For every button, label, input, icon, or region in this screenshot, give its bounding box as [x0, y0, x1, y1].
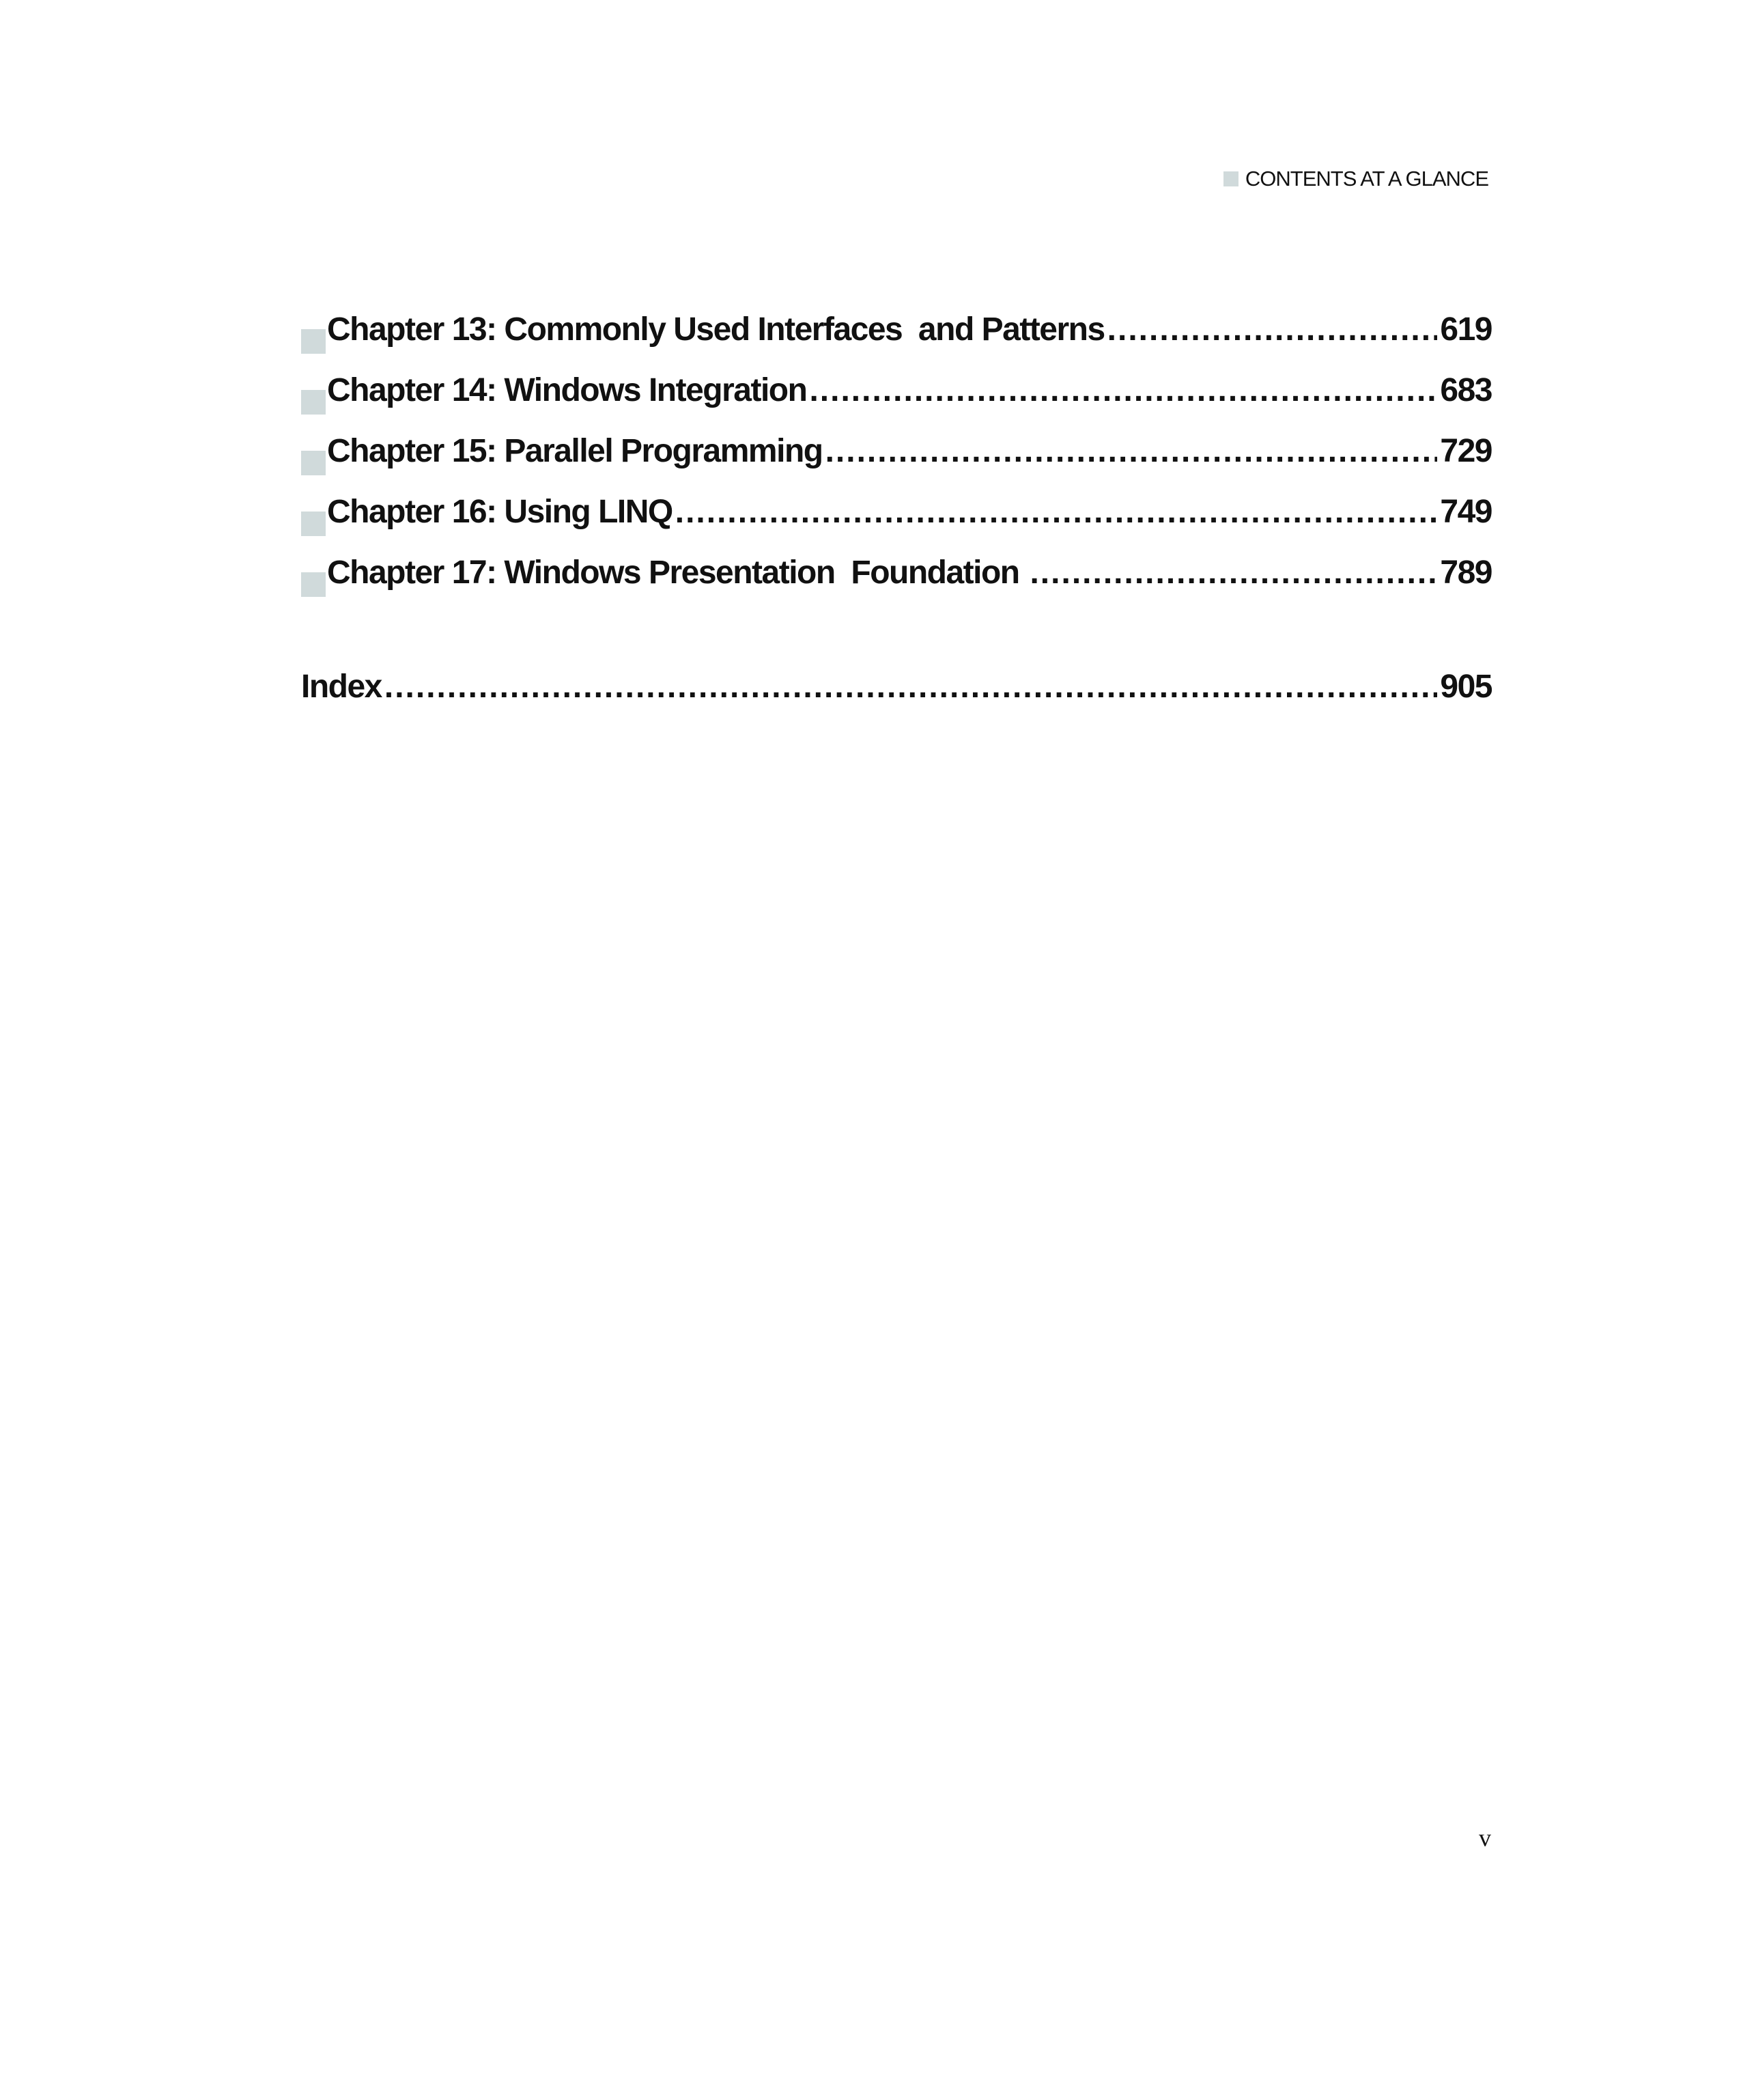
- running-head-text: CONTENTS AT A GLANCE: [1245, 167, 1488, 191]
- toc-entry-title: Index: [301, 669, 382, 705]
- square-bullet-icon: [301, 329, 326, 354]
- square-bullet-icon: [301, 572, 326, 597]
- dot-leader: [384, 668, 1438, 705]
- toc-entry-chapter-14[interactable]: [301, 372, 1492, 432]
- dot-leader: [825, 432, 1438, 470]
- toc-entry-page: 749: [1440, 494, 1492, 530]
- dot-leader: [1107, 311, 1438, 348]
- page-number: v: [1479, 1824, 1491, 1851]
- toc-entry-title: Chapter 14: Windows Integration: [327, 372, 807, 408]
- toc-entry-chapter-17[interactable]: [301, 554, 1492, 615]
- toc-entry-page: 789: [1440, 555, 1492, 591]
- square-bullet-icon: [301, 390, 326, 415]
- toc-entry-page: 729: [1440, 433, 1492, 469]
- toc-entry-page: 683: [1440, 372, 1492, 408]
- square-bullet-icon: [301, 451, 326, 475]
- toc-entry-page: 905: [1440, 669, 1492, 705]
- toc-entry-chapter-16[interactable]: [301, 493, 1492, 554]
- running-head: [1245, 167, 1488, 191]
- table-of-contents: [301, 311, 1492, 729]
- toc-entry-chapter-15[interactable]: [301, 432, 1492, 493]
- square-bullet-icon: [301, 512, 326, 536]
- dot-leader: [1030, 554, 1437, 591]
- running-head-marker-icon: [1223, 171, 1238, 186]
- dot-leader: [809, 372, 1437, 409]
- toc-entry-title: Chapter 16: Using LINQ: [327, 494, 673, 530]
- toc-entry-index[interactable]: [301, 668, 1492, 729]
- toc-entry-title: Chapter 13: Commonly Used Interfaces and Patterns: [327, 311, 1105, 348]
- toc-entry-chapter-13[interactable]: [301, 311, 1492, 372]
- toc-entry-page: 619: [1440, 311, 1492, 348]
- toc-entry-title: Chapter 15: Parallel Programming: [327, 433, 823, 469]
- dot-leader: [675, 493, 1438, 531]
- toc-entry-title: Chapter 17: Windows Presentation Foundation: [327, 555, 1028, 591]
